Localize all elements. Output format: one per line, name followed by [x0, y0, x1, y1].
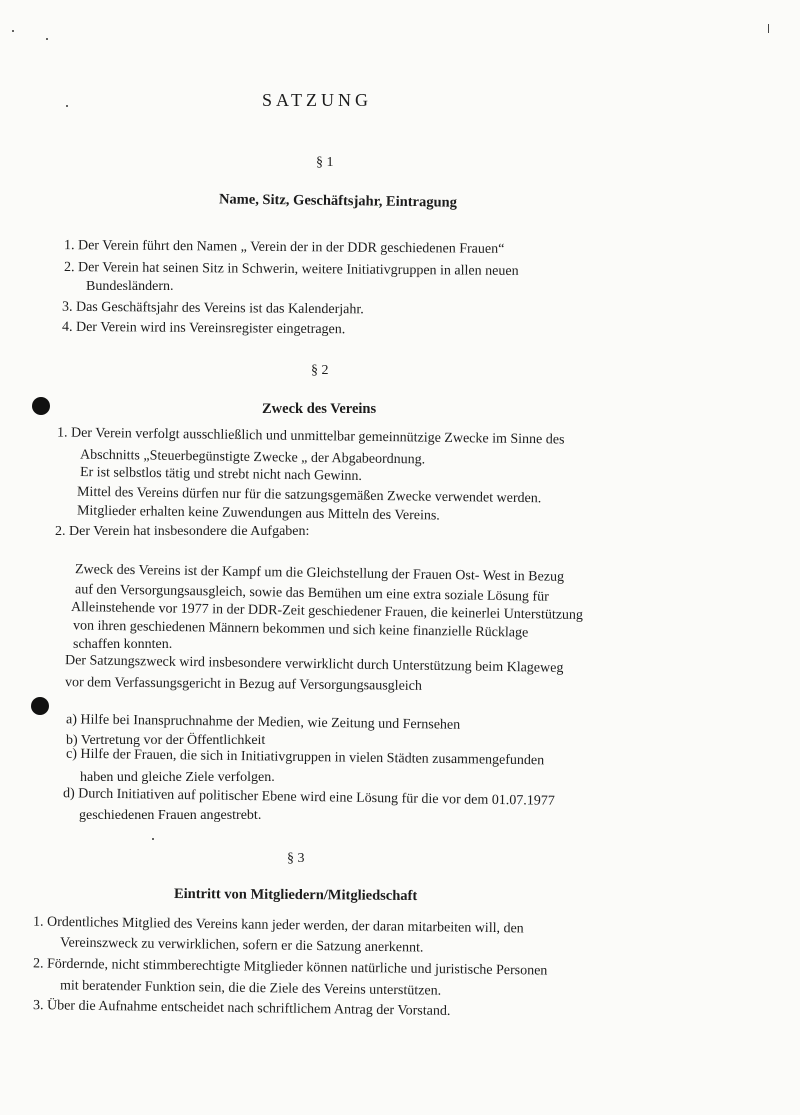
section-heading: Eintritt von Mitgliedern/Mitgliedschaft [173, 885, 418, 905]
text-line: von ihren geschiedenen Männern bekommen und sich keine finanzielle Rücklage [72, 618, 529, 641]
document-title: SATZUNG [262, 90, 373, 110]
text-line: Vereinszweck zu verwirklichen, sofern er die Satzung anerkennt. [59, 935, 424, 956]
text-line: c) Hilfe der Frauen, die sich in Initiativgruppen in vielen Städten zusammengefunden [65, 746, 545, 769]
text-line: geschiedenen Frauen angestrebt. [79, 808, 262, 823]
text-line: schaffen konnten. [73, 637, 173, 652]
text-line: Abschnitts „Steuerbegünstigte Zwecke „ der Abgabeordnung. [79, 447, 426, 468]
text-line: 1. Der Verein führt den Namen „ Verein der in der DDR geschiedenen Frauen“ [63, 238, 505, 257]
text-line: Alleinstehende vor 1977 in der DDR-Zeit geschiedener Frauen, die keinerlei Unterstützung [70, 599, 584, 624]
text-line: 3. Über die Aufnahme entscheidet nach schriftlichem Antrag der Vorstand. [32, 998, 451, 1019]
scan-speck [12, 30, 14, 32]
text-line: a) Hilfe bei Inanspruchnahme der Medien, wie Zeitung und Fernsehen [65, 712, 461, 733]
punch-hole-bottom [31, 697, 49, 715]
scan-speck [46, 38, 48, 40]
text-line: 1. Der Verein verfolgt ausschließlich und unmittelbar gemeinnützige Zwecke im Sinne des [56, 425, 565, 448]
punch-hole-top [32, 397, 50, 415]
text-line: 4. Der Verein wird ins Vereinsregister eingetragen. [61, 319, 346, 338]
scan-speck [66, 105, 68, 107]
text-line: 1. Ordentliches Mitglied des Vereins kann jeder werden, der daran mitarbeiten will, den [32, 914, 524, 937]
text-line: auf den Versorgungsausgleich, sowie das Bemühen um eine extra soziale Lösung für [74, 582, 549, 605]
section-heading: Zweck des Vereins [262, 401, 377, 417]
text-line: 2. Der Verein hat seinen Sitz in Schwerin, weitere Initiativgruppen in allen neuen [63, 260, 519, 279]
text-line: 3. Das Geschäftsjahr des Vereins ist das Kalenderjahr. [61, 299, 364, 318]
text-line: Bundesländern. [86, 279, 174, 294]
text-line: Er ist selbstlos tätig und strebt nicht nach Gewinn. [79, 465, 363, 484]
text-line: b) Vertretung vor der Öffentlichkeit [66, 733, 266, 748]
text-line: Der Satzungszweck wird insbesondere verwirklicht durch Unterstützung beim Klageweg [64, 653, 564, 676]
text-line: d) Durch Initiativen auf politischer Ebene wird eine Lösung für die vor dem 01.07.1977 [62, 786, 555, 809]
text-line: haben und gleiche Ziele verfolgen. [80, 770, 275, 785]
text-line: Mittel des Vereins dürfen nur für die satzungsgemäßen Zwecke verwendet werden. [76, 484, 542, 507]
text-line: 2. Der Verein hat insbesondere die Aufgaben: [55, 524, 310, 539]
scan-speck [152, 838, 154, 840]
text-line: 2. Fördernde, nicht stimmberechtigte Mitglieder können natürliche und juristische Personen [32, 956, 548, 979]
section-number: § 3 [287, 851, 305, 866]
text-line: vor dem Verfassungsgericht in Bezug auf Versorgungsausgleich [64, 675, 423, 694]
section-number: § 2 [311, 363, 329, 378]
text-line: Mitglieder erhalten keine Zuwendungen aus Mitteln des Vereins. [76, 503, 440, 524]
section-number: § 1 [316, 155, 334, 170]
scan-mark [768, 24, 769, 33]
text-line: mit beratender Funktion sein, die die Ziele des Vereins unterstützen. [59, 978, 442, 999]
text-line: Zweck des Vereins ist der Kampf um die Gleichstellung der Frauen Ost- West in Bezug [74, 562, 565, 585]
section-heading: Name, Sitz, Geschäftsjahr, Eintragung [218, 191, 458, 211]
